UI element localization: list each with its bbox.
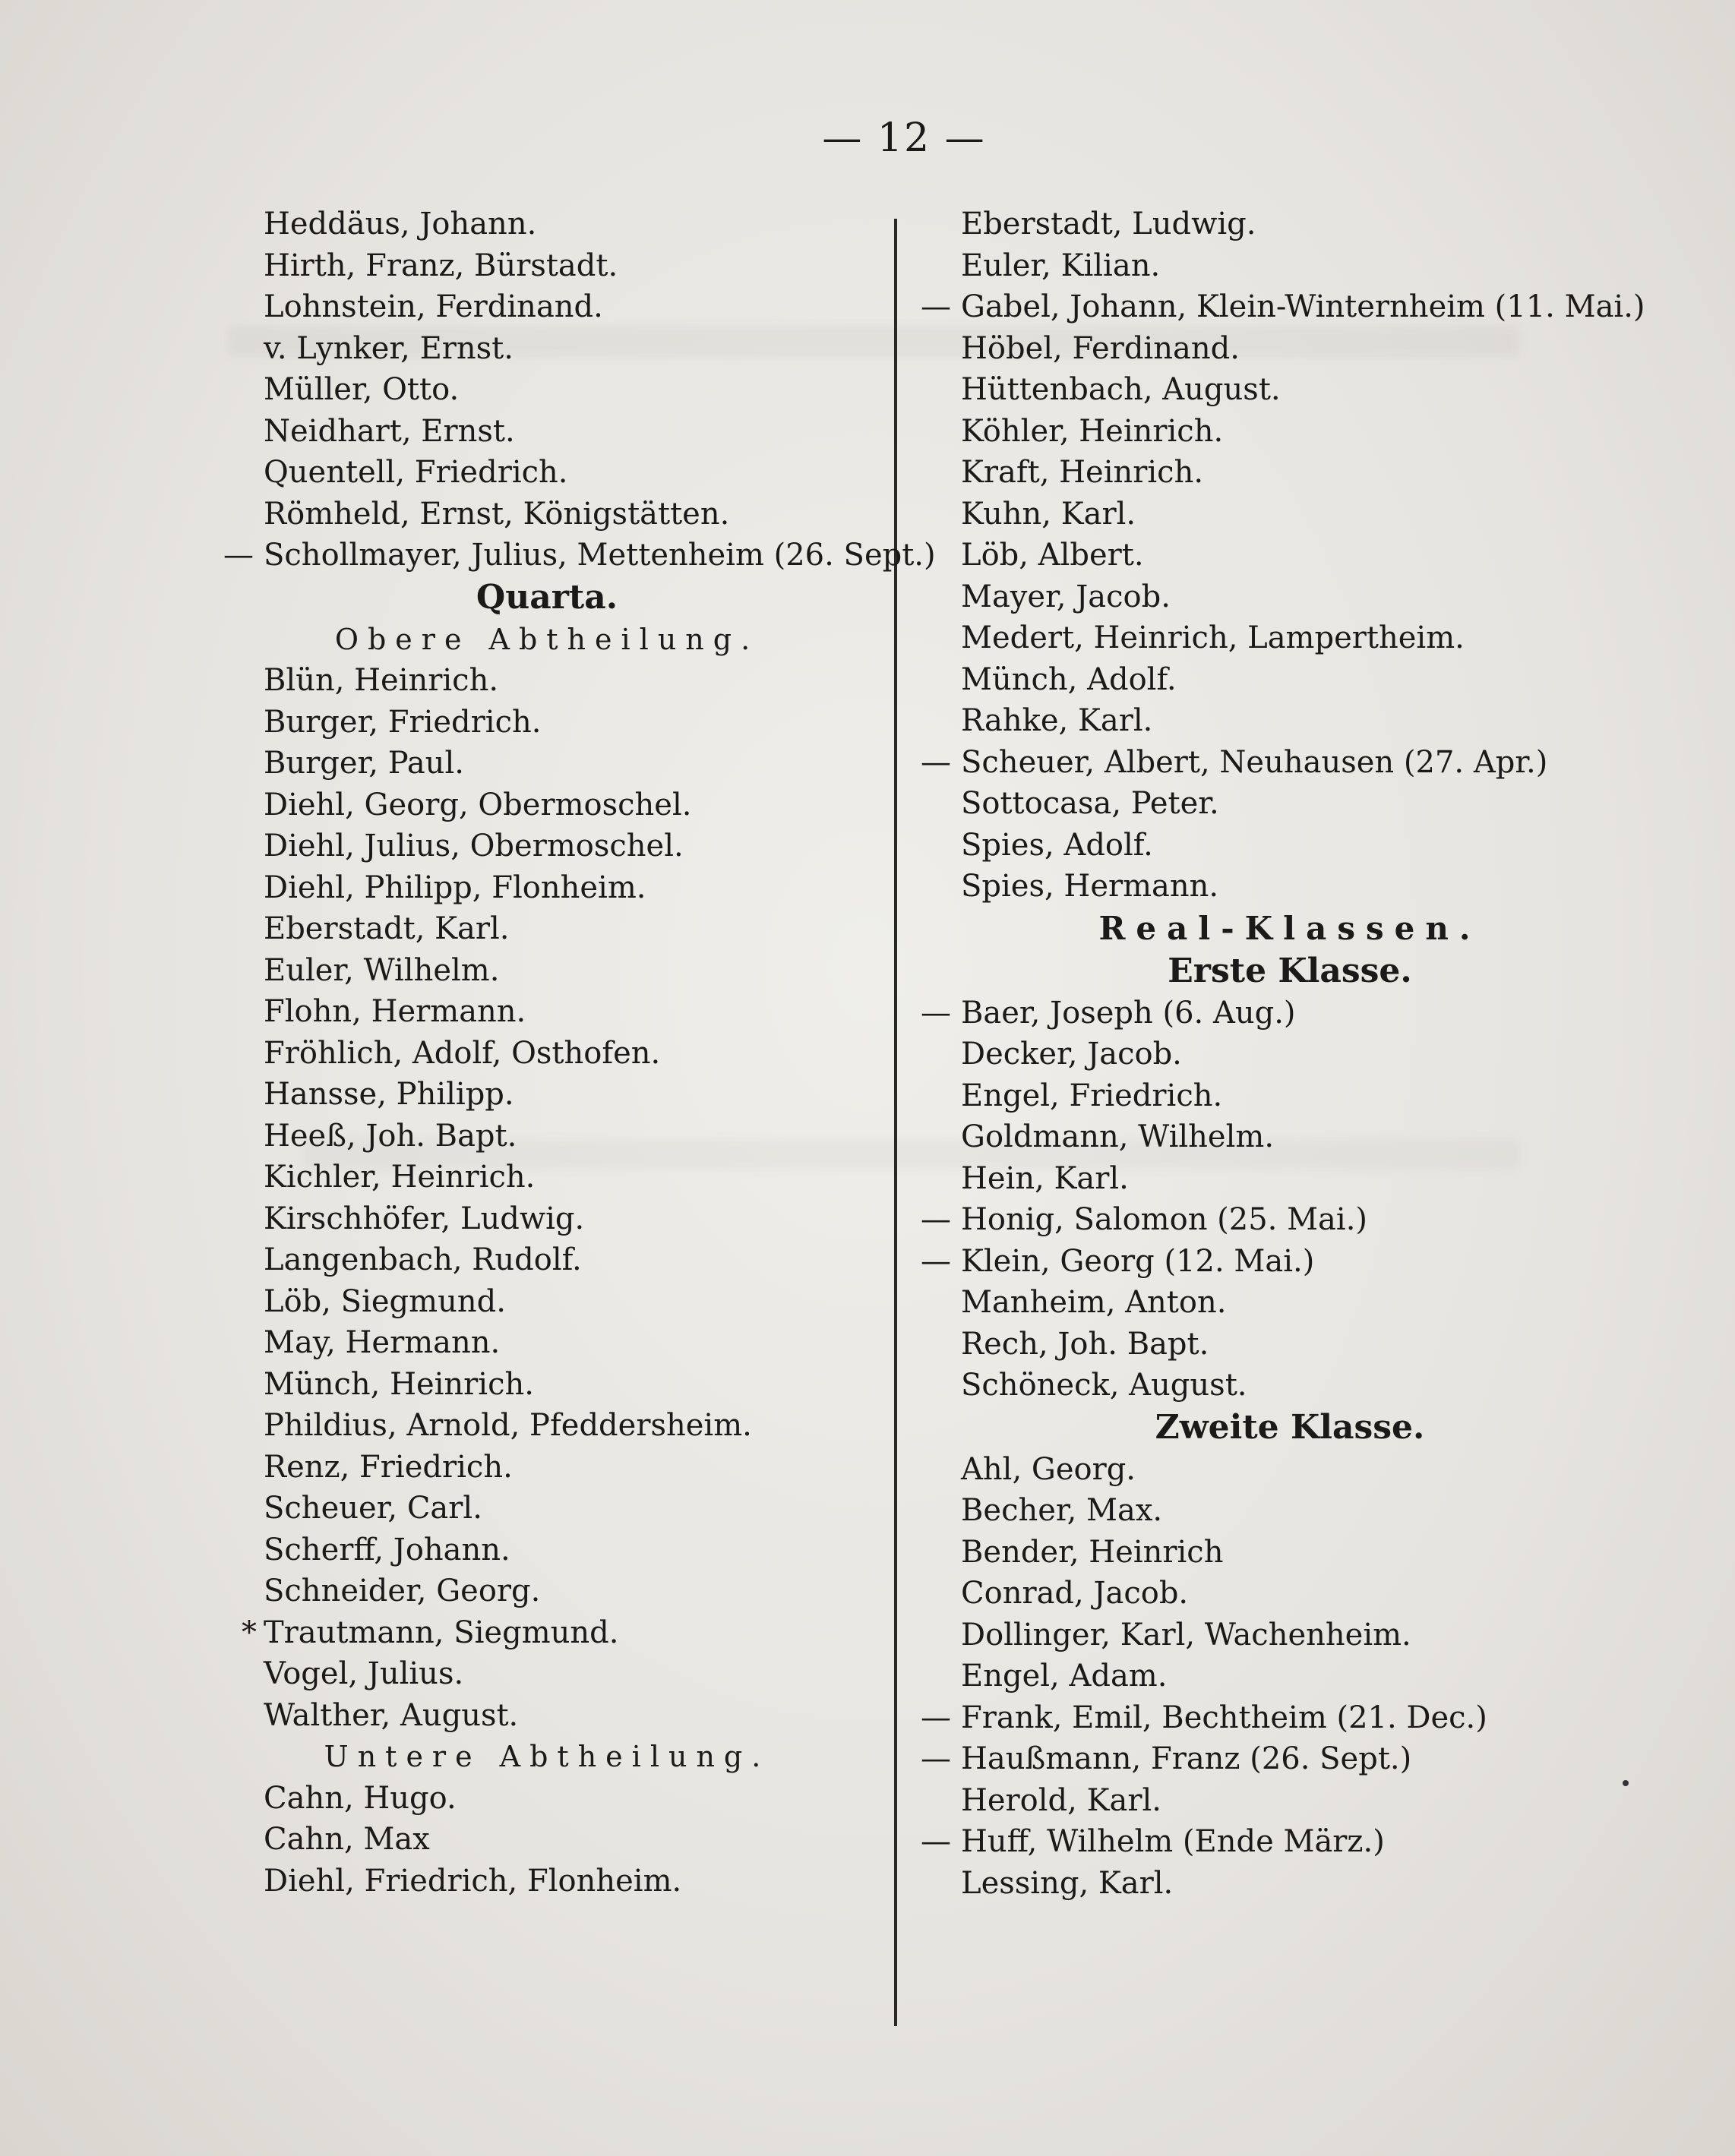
student-name: Haußmann, Franz (26. Sept.) — [961, 1741, 1412, 1776]
student-name: Burger, Friedrich. — [264, 704, 542, 740]
student-name: Dollinger, Karl, Wachenheim. — [961, 1617, 1411, 1653]
list-item — [921, 1199, 1654, 1241]
list-item — [228, 1157, 866, 1198]
student-name: Lohnstein, Ferdinand. — [264, 289, 603, 324]
section-heading: Quarta. — [476, 577, 618, 617]
list-item — [228, 908, 866, 950]
list-item — [228, 1447, 866, 1488]
list-item — [228, 245, 866, 287]
student-name: Müller, Otto. — [264, 372, 460, 407]
list-item — [925, 452, 1654, 494]
student-name: Spies, Adolf. — [961, 827, 1153, 863]
student-name: Hirth, Franz, Bürstadt. — [264, 248, 618, 283]
student-name: Klein, Georg (12. Mai.) — [961, 1243, 1315, 1279]
list-item — [925, 617, 1654, 659]
list-item — [925, 783, 1654, 825]
list-item — [228, 1653, 866, 1695]
list-item — [228, 950, 866, 992]
student-name: Decker, Jacob. — [961, 1037, 1182, 1072]
list-item — [228, 1074, 866, 1116]
list-item — [228, 743, 866, 784]
student-name: Quentell, Friedrich. — [264, 455, 568, 490]
ink-speck — [1623, 1780, 1629, 1786]
student-name: Hüttenbach, August. — [961, 372, 1281, 407]
list-item — [921, 1241, 1654, 1283]
list-item — [921, 1821, 1654, 1863]
student-name: Diehl, Friedrich, Flonheim. — [264, 1863, 682, 1899]
list-item — [925, 1863, 1654, 1905]
student-name: Walther, August. — [264, 1697, 519, 1733]
student-name: Euler, Wilhelm. — [264, 952, 500, 988]
list-item — [223, 535, 936, 576]
list-item — [925, 535, 1654, 576]
left-column — [223, 204, 936, 1902]
student-name: Schneider, Georg. — [264, 1574, 541, 1608]
list-item — [228, 1198, 866, 1240]
list-item — [925, 1449, 1654, 1491]
student-name: Löb, Albert. — [961, 538, 1144, 573]
list-item — [925, 1075, 1654, 1117]
student-name: Blün, Heinrich. — [264, 663, 499, 698]
list-item — [228, 286, 866, 328]
list-item — [925, 245, 1654, 287]
list-item — [228, 328, 866, 370]
page-number: — 12 — — [822, 115, 986, 161]
list-item — [228, 1529, 866, 1571]
list-item — [925, 1573, 1654, 1615]
list-item — [925, 494, 1654, 535]
student-name: Engel, Adam. — [961, 1659, 1168, 1694]
student-name: Herold, Karl. — [961, 1782, 1161, 1818]
student-name: Gabel, Johann, Klein-Winternheim (11. Mai.) — [961, 289, 1645, 324]
list-item — [925, 1034, 1654, 1075]
student-name: Köhler, Heinrich. — [961, 413, 1224, 449]
dash-marker: — — [921, 1202, 951, 1237]
student-name: Langenbach, Rudolf. — [264, 1242, 582, 1277]
student-name: Fröhlich, Adolf, Osthofen. — [264, 1035, 661, 1071]
dash-marker: — — [921, 744, 951, 780]
list-item — [228, 1322, 866, 1364]
student-name: Goldmann, Wilhelm. — [961, 1119, 1275, 1154]
student-name: Eberstadt, Ludwig. — [961, 207, 1256, 241]
student-name: Manheim, Anton. — [961, 1285, 1227, 1320]
list-item — [925, 1532, 1654, 1574]
student-name: Rech, Joh. Bapt. — [961, 1326, 1209, 1362]
student-name: Flohn, Hermann. — [264, 994, 526, 1029]
student-name: Heeß, Joh. Bapt. — [264, 1118, 517, 1154]
list-item — [921, 1738, 1654, 1780]
list-item — [228, 1612, 866, 1654]
subsection-heading: Obere Abtheilung. — [334, 622, 760, 656]
student-name: Münch, Heinrich. — [264, 1366, 534, 1402]
list-item — [925, 700, 1654, 742]
student-name: Scheuer, Carl. — [264, 1491, 482, 1526]
list-item — [228, 991, 866, 1033]
student-name: Bender, Heinrich — [961, 1534, 1224, 1570]
student-name: Kichler, Heinrich. — [264, 1160, 536, 1195]
subsection-heading: Untere Abtheilung. — [324, 1740, 770, 1773]
student-name: Löb, Siegmund. — [264, 1283, 506, 1319]
student-name: Höbel, Ferdinand. — [961, 330, 1240, 366]
student-name: Spies, Hermann. — [961, 869, 1219, 904]
list-item — [921, 993, 1654, 1034]
section-heading: Zweite Klasse. — [1155, 1407, 1425, 1447]
list-item — [228, 452, 866, 494]
section-heading: Real-Klassen. — [1098, 909, 1481, 947]
list-item — [925, 1615, 1654, 1656]
list-item — [925, 1365, 1654, 1406]
list-item — [925, 369, 1654, 411]
list-item — [925, 1780, 1654, 1822]
list-item — [925, 411, 1654, 453]
student-name: v. Lynker, Ernst. — [264, 330, 514, 366]
list-item — [228, 494, 866, 535]
student-name: Renz, Friedrich. — [264, 1449, 513, 1485]
student-name: Cahn, Hugo. — [264, 1780, 457, 1816]
student-name: Schollmayer, Julius, Mettenheim (26. Sept.) — [264, 538, 936, 573]
student-name: May, Hermann. — [264, 1325, 501, 1360]
dash-marker: — — [223, 538, 254, 573]
dash-marker: — — [921, 1824, 951, 1859]
list-item — [921, 286, 1654, 328]
list-item — [228, 825, 866, 867]
student-name: Diehl, Philipp, Flonheim. — [264, 870, 646, 905]
list-item — [228, 411, 866, 453]
student-name: Frank, Emil, Bechtheim (21. Dec.) — [961, 1700, 1487, 1735]
student-name: Heddäus, Johann. — [264, 207, 537, 241]
student-name: Phildius, Arnold, Pfeddersheim. — [264, 1408, 752, 1443]
student-name: Scheuer, Albert, Neuhausen (27. Apr.) — [961, 744, 1548, 780]
student-name: Huff, Wilhelm (Ende März.) — [961, 1824, 1385, 1859]
student-name: Sottocasa, Peter. — [961, 786, 1219, 821]
student-name: Hansse, Philipp. — [264, 1077, 514, 1112]
student-name: Kraft, Heinrich. — [961, 455, 1204, 490]
list-item — [921, 1697, 1654, 1739]
right-column — [921, 204, 1654, 1904]
list-item — [228, 867, 866, 909]
list-item — [228, 1405, 866, 1447]
dash-marker: — — [921, 995, 951, 1031]
dash-marker: — — [921, 1741, 951, 1776]
list-item — [228, 1819, 866, 1861]
asterisk-marker: * — [242, 1615, 257, 1650]
student-name: Cahn, Max — [264, 1822, 430, 1857]
student-name: Baer, Joseph (6. Aug.) — [961, 995, 1296, 1031]
student-name: Schöneck, August. — [961, 1368, 1247, 1403]
list-item — [925, 1282, 1654, 1324]
list-item — [228, 1239, 866, 1281]
dash-marker: — — [921, 1243, 951, 1279]
list-item — [921, 742, 1654, 784]
section-heading: Erste Klasse. — [1168, 951, 1412, 990]
list-item — [925, 659, 1654, 701]
student-name: Becher, Max. — [961, 1493, 1163, 1528]
student-name: Römheld, Ernst, Königstätten. — [264, 496, 730, 532]
list-item — [228, 1281, 866, 1323]
list-item — [925, 1116, 1654, 1158]
student-name: Vogel, Julius. — [264, 1656, 464, 1691]
list-item — [228, 1861, 866, 1902]
student-name: Mayer, Jacob. — [961, 579, 1171, 614]
student-name: Honig, Salomon (25. Mai.) — [961, 1202, 1368, 1237]
student-name: Diehl, Julius, Obermoschel. — [264, 829, 684, 863]
list-item — [228, 660, 866, 702]
list-item — [228, 1364, 866, 1406]
list-item — [228, 204, 866, 245]
list-item — [925, 1656, 1654, 1697]
student-name: Lessing, Karl. — [961, 1865, 1174, 1901]
student-name: Kirschhöfer, Ludwig. — [264, 1201, 585, 1236]
student-name: Euler, Kilian. — [961, 248, 1161, 283]
dash-marker: — — [921, 1700, 951, 1735]
list-item — [925, 204, 1654, 245]
list-item — [228, 1116, 866, 1157]
student-name: Medert, Heinrich, Lampertheim. — [961, 620, 1465, 655]
list-item — [228, 702, 866, 743]
list-item — [925, 1158, 1654, 1200]
student-name: Eberstadt, Karl. — [264, 911, 510, 946]
list-item — [925, 328, 1654, 370]
student-name: Rahke, Karl. — [961, 703, 1153, 738]
list-item — [925, 576, 1654, 618]
student-name: Hein, Karl. — [961, 1160, 1129, 1196]
list-item — [228, 784, 866, 826]
list-item — [925, 825, 1654, 867]
student-name: Scherff, Johann. — [264, 1532, 510, 1567]
list-item — [228, 1570, 866, 1612]
student-name: Kuhn, Karl. — [961, 496, 1136, 532]
student-name: Neidhart, Ernst. — [264, 413, 515, 449]
student-name: Trautmann, Siegmund. — [264, 1615, 619, 1650]
list-item — [925, 1490, 1654, 1532]
list-item — [228, 1033, 866, 1075]
list-item — [925, 1324, 1654, 1365]
student-name: Diehl, Georg, Obermoschel. — [264, 787, 692, 822]
list-item — [228, 1778, 866, 1820]
list-item — [228, 369, 866, 411]
list-item — [925, 866, 1654, 908]
student-name: Engel, Friedrich. — [961, 1078, 1223, 1113]
student-name: Ahl, Georg. — [961, 1451, 1136, 1487]
dash-marker: — — [921, 289, 951, 324]
list-item — [228, 1695, 866, 1737]
student-name: Conrad, Jacob. — [961, 1576, 1189, 1611]
student-name: Münch, Adolf. — [961, 661, 1177, 697]
student-name: Burger, Paul. — [264, 746, 464, 781]
list-item — [228, 1488, 866, 1529]
